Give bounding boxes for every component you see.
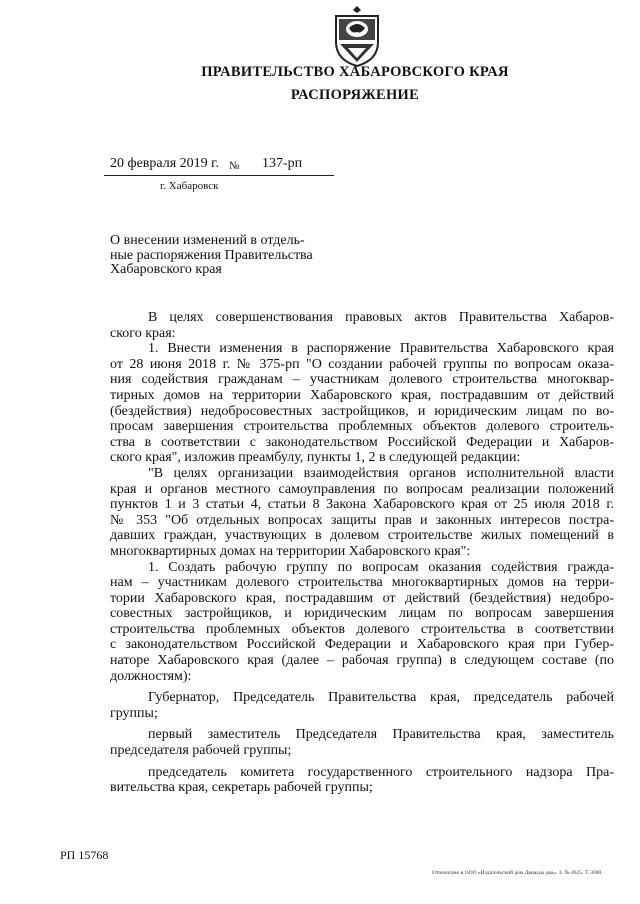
document-code: РП 15768 (60, 848, 109, 862)
body-line: от 28 июня 2018 г. № 375-рп "О создании рабочей группы по вопросам оказа- (110, 356, 614, 372)
date-number-underline (104, 175, 334, 176)
khabarovsk-krai-coat-of-arms-icon (330, 4, 384, 68)
body-line: совестных застройщиков, и юридическим лицам по вопросам завершения (110, 606, 614, 622)
document-body (110, 310, 614, 796)
body-line: председатель комитета государственного строительного надзора Пра- (148, 764, 614, 780)
body-line: нам – участникам долевого строительства многоквартирных домов на терри- (110, 575, 614, 591)
body-line: должностям): (110, 668, 192, 684)
body-line: "В целях организации взаимодействия органов исполнительной власти (148, 465, 614, 481)
body-line: ского края", изложив преамбулу, пункты 1, 2 в следующей редакции: (110, 450, 521, 466)
body-line: вительства края, секретарь рабочей группы; (110, 780, 373, 796)
body-line: края и органов местного самоуправления по вопросам реализации положений (110, 481, 614, 497)
body-line: ского края: (110, 325, 176, 341)
subject-line: О внесении изменений в отдель- (110, 233, 305, 248)
subject-line: Хабаровского края (110, 262, 222, 277)
body-line: председателя рабочей группы; (110, 743, 292, 759)
body-paragraph (110, 727, 614, 758)
body-line: просам завершения строительства проблемных объектов долевого строитель- (110, 419, 614, 435)
body-paragraph (110, 310, 614, 341)
government-name: ПРАВИТЕЛЬСТВО ХАБАРОВСКОГО КРАЯ (201, 64, 509, 80)
body-line: тирных домов на территории Хабаровского края, пострадавшим от действий (110, 387, 614, 403)
document-city: г. Хабаровск (160, 180, 219, 192)
body-paragraph (110, 690, 614, 721)
body-line: В целях совершенствования правовых актов Правительства Хабаров- (148, 310, 614, 325)
body-line: пунктов 1 и 3 статьи 4, статьи 8 Закона Хабаровского края от 25 июля 2018 г. (110, 497, 614, 513)
body-line: ния содействия гражданам – участникам долевого строительства многоквар- (110, 372, 614, 388)
body-line: 1. Внести изменения в распоряжение Правительства Хабаровского края (148, 341, 614, 357)
body-line: Губернатор, Председатель Правительства края, председатель рабочей (148, 690, 614, 706)
printer-note: Отпечатано в ООО «Издательский дом Движды два». З. № 4625. Т. 3000. (432, 870, 603, 876)
body-line: (бездействия) недобросовестных застройщиков, и юридическим лицам по во- (110, 403, 614, 419)
document-date: 20 февраля 2019 г. (110, 156, 219, 171)
body-line: многоквартирных домах на территории Хабаровского края": (110, 543, 471, 559)
body-line: строительства проблемных объектов долевого строительства в соответствии (110, 621, 614, 637)
document-number: 137-рп (262, 156, 303, 171)
body-line: первый заместитель Председателя Правительства края, заместитель (148, 727, 614, 743)
body-line: давших граждан, участвующих в долевом строительстве жилых помещений в (110, 528, 614, 544)
body-line: с законодательством Российской Федерации и Хабаровского края при Губер- (110, 637, 614, 653)
body-paragraph (110, 765, 614, 796)
body-line: 1. Создать рабочую группу по вопросам оказания содействия гражда- (148, 559, 614, 575)
body-line: группы; (110, 705, 158, 721)
body-paragraph (110, 560, 614, 685)
document-subject (110, 234, 380, 278)
number-sign: № (229, 160, 240, 172)
body-line: наторе Хабаровского края (далее – рабочая группа) в следующем составе (по (110, 653, 614, 669)
body-paragraph (110, 466, 614, 560)
body-line: тории Хабаровского края, пострадавшим от действий (бездействия) недобро- (110, 590, 614, 606)
subject-line: ные распоряжения Правительства (110, 247, 313, 263)
body-paragraph (110, 341, 614, 466)
document-type: РАСПОРЯЖЕНИЕ (290, 87, 420, 103)
body-line: ства в соответствии с законодательством Российской Федерации и Хабаров- (110, 434, 614, 450)
body-line: № 353 "Об отдельных вопросах защиты прав и законных интересов постра- (110, 512, 614, 528)
